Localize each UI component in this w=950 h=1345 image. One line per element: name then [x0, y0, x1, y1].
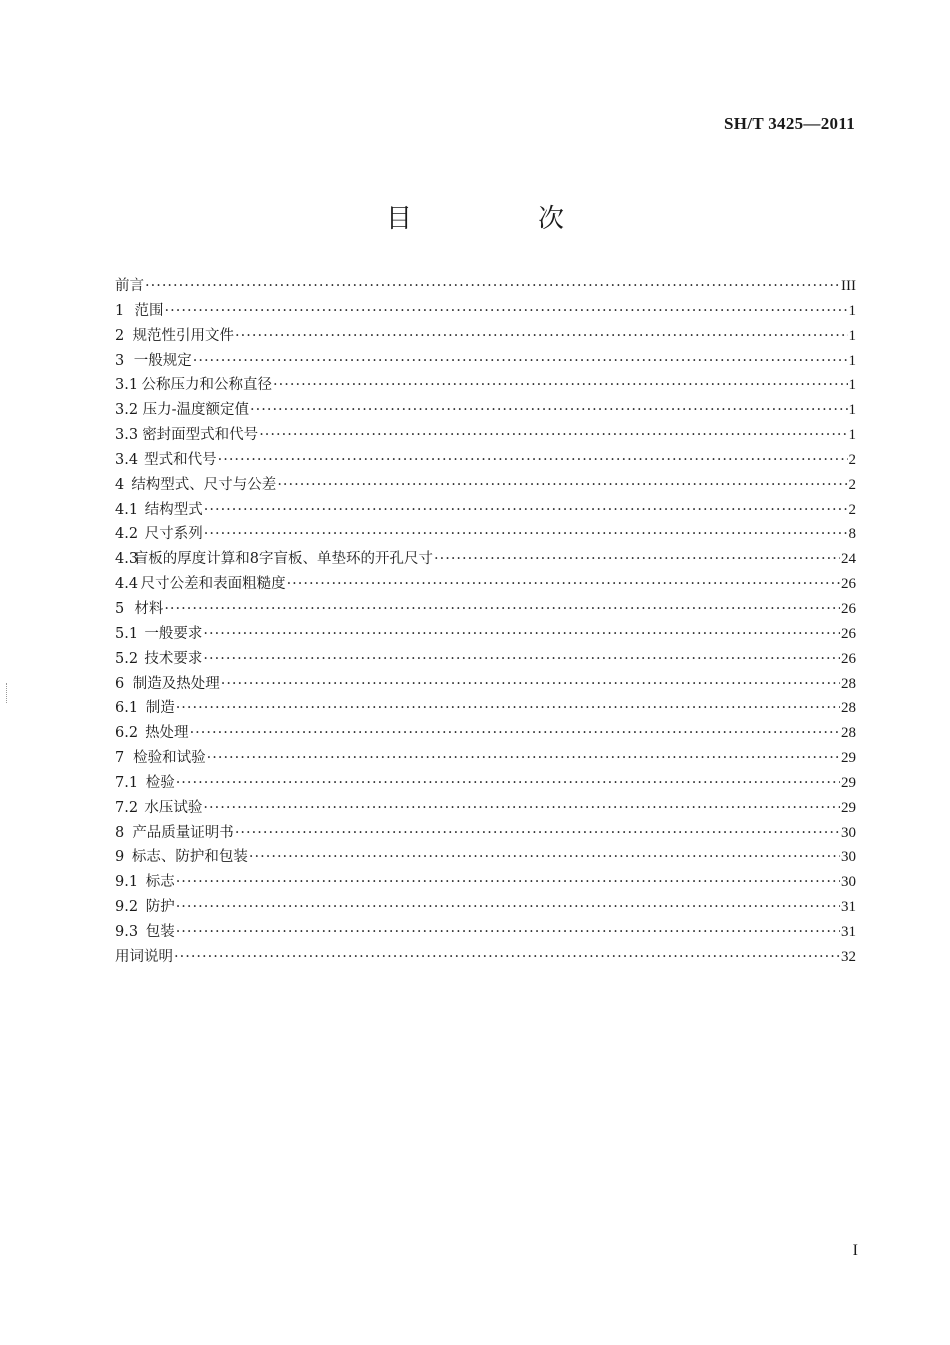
- toc-entry[interactable]: [115, 746, 856, 771]
- toc-entry[interactable]: [115, 920, 856, 945]
- toc-dot-leader: [250, 398, 847, 423]
- toc-entry[interactable]: [115, 870, 856, 895]
- toc-entry[interactable]: [115, 547, 856, 572]
- toc-entry-label: 制造: [145, 700, 175, 717]
- toc-dot-leader: [193, 349, 848, 374]
- toc-entry-page: 31: [841, 899, 856, 916]
- toc-entry-number: 1: [115, 302, 125, 319]
- toc-title: 目 次: [385, 204, 614, 234]
- toc-entry-number: 7.1: [115, 774, 139, 791]
- toc-entry-number: 3.3: [115, 427, 139, 444]
- toc-entry[interactable]: [115, 696, 856, 721]
- toc-entry-page: 28: [841, 675, 856, 692]
- toc-entry-label: 结构型式: [144, 501, 203, 518]
- toc-entry[interactable]: [115, 423, 856, 448]
- toc-entry-label: 盲板的厚度计算和8字盲板、单垫环的开孔尺寸: [133, 551, 433, 568]
- toc-entry-label: 检验: [145, 774, 175, 791]
- toc-entry-page: III: [841, 278, 856, 294]
- toc-entry-number: 6: [115, 675, 125, 692]
- toc-entry-page: 31: [841, 923, 856, 940]
- toc-dot-leader: [259, 423, 847, 448]
- toc-entry-number: 9.2: [115, 899, 139, 916]
- toc-dot-leader: [204, 498, 848, 523]
- toc-entry-label: 水压试验: [144, 799, 203, 816]
- toc-entry-page: 2: [848, 451, 856, 468]
- toc-entry-label: 密封面型式和代号: [142, 427, 259, 444]
- toc-entry-page: 28: [841, 725, 856, 742]
- toc-entry[interactable]: [115, 398, 856, 423]
- toc-entry-label: 规范性引用文件: [132, 327, 235, 344]
- toc-dot-leader: [203, 796, 840, 821]
- toc-dot-leader: [176, 870, 840, 895]
- toc-entry-page: 2: [848, 501, 856, 518]
- toc-entry[interactable]: [115, 572, 856, 597]
- toc-dot-leader: [235, 821, 840, 846]
- toc-dot-leader: [249, 845, 840, 870]
- toc-entry-page: 26: [841, 650, 856, 667]
- toc-entry[interactable]: [115, 597, 856, 622]
- toc-entry-number: 5.1: [115, 625, 139, 642]
- toc-entry-label: 标志、防护和包装: [131, 849, 248, 866]
- toc-dot-leader: [164, 597, 840, 622]
- toc-entry-label: 材料: [134, 600, 164, 617]
- toc-entry-number: 9.3: [115, 923, 139, 940]
- toc-dot-leader: [174, 945, 840, 970]
- toc-entry-label: 技术要求: [144, 650, 203, 667]
- toc-entry[interactable]: [115, 373, 856, 398]
- toc-entry-label: 产品质量证明书: [132, 824, 234, 841]
- toc-entry[interactable]: [115, 498, 856, 523]
- toc-entry[interactable]: [115, 796, 856, 821]
- toc-dot-leader: [218, 448, 848, 473]
- toc-entry-number: 5.2: [115, 650, 139, 667]
- toc-dot-leader: [221, 672, 840, 697]
- toc-entry-page: 1: [848, 377, 856, 394]
- toc-dot-leader: [235, 324, 847, 349]
- toc-dot-leader: [207, 746, 840, 771]
- toc-entry-label: 包装: [145, 923, 175, 940]
- toc-entry-page: 1: [848, 302, 856, 319]
- toc-dot-leader: [287, 572, 840, 597]
- toc-entry-number: 9.1: [115, 874, 139, 891]
- toc-entry-label: 结构型式、尺寸与公差: [131, 476, 277, 493]
- toc-entry-page: 26: [841, 625, 856, 642]
- toc-entry-label: 防护: [145, 899, 175, 916]
- toc-entry-label: 前言: [115, 278, 144, 294]
- toc-entry-number: 4: [115, 476, 125, 493]
- toc-entry-number: 7.2: [115, 799, 139, 816]
- toc-entry-page: 1: [848, 327, 856, 344]
- toc-entry-page: 28: [841, 700, 856, 717]
- toc-entry[interactable]: [115, 622, 856, 647]
- toc-entry-page: 1: [848, 352, 856, 369]
- toc-entry-page: 29: [841, 774, 856, 791]
- toc-entry-number: 2: [115, 327, 125, 344]
- toc-entry-label: 型式和代号: [144, 451, 217, 468]
- toc-entry[interactable]: [115, 647, 856, 672]
- toc-entry-label: 制造及热处理: [132, 675, 220, 692]
- toc-entry-number: 4.2: [115, 526, 139, 543]
- toc-entry-number: 4.1: [115, 501, 139, 518]
- toc-entry-page: 26: [841, 576, 856, 593]
- toc-entry[interactable]: [115, 672, 856, 697]
- toc-entry-label: 公称压力和公称直径: [141, 377, 273, 394]
- toc-dot-leader: [190, 721, 840, 746]
- toc-dot-leader: [176, 771, 840, 796]
- toc-entry-page: 26: [841, 600, 856, 617]
- scan-edge-mark: [6, 683, 9, 703]
- toc-entry-number: 6.1: [115, 700, 139, 717]
- toc-entry-page: 24: [841, 551, 856, 568]
- toc-entry-label: 尺寸公差和表面粗糙度: [140, 576, 286, 593]
- toc-entry-label: 尺寸系列: [144, 526, 203, 543]
- toc-dot-leader: [176, 895, 840, 920]
- toc-entry-label: 范围: [134, 302, 164, 319]
- toc-entry-number: 8: [115, 824, 125, 841]
- toc-entry-label: 检验和试验: [133, 750, 206, 767]
- document-code: SH/T 3425—2011: [724, 114, 855, 133]
- toc-entry[interactable]: [115, 448, 856, 473]
- toc-entry[interactable]: [115, 349, 856, 374]
- toc-entry-number: 3.4: [115, 451, 139, 468]
- table-of-contents: [115, 274, 856, 970]
- toc-dot-leader: [204, 522, 848, 547]
- toc-entry-label: 热处理: [145, 725, 189, 742]
- toc-dot-leader: [203, 622, 840, 647]
- toc-entry[interactable]: [115, 895, 856, 920]
- toc-entry-page: 30: [841, 849, 856, 866]
- toc-entry[interactable]: [115, 845, 856, 870]
- toc-entry-label: 标志: [145, 874, 175, 891]
- toc-dot-leader: [277, 473, 847, 498]
- toc-entry-page: 1: [848, 427, 856, 444]
- toc-entry[interactable]: [115, 274, 856, 299]
- toc-entry-page: 29: [841, 799, 856, 816]
- toc-dot-leader: [176, 696, 840, 721]
- toc-entry-page: 8: [848, 526, 856, 543]
- toc-dot-leader: [203, 647, 840, 672]
- toc-entry[interactable]: [115, 522, 856, 547]
- toc-dot-leader: [145, 274, 840, 299]
- toc-entry-number: 9: [115, 849, 125, 866]
- toc-entry-number: 3: [115, 352, 125, 369]
- toc-entry-page: 1: [848, 402, 856, 419]
- toc-entry-page: 2: [848, 476, 856, 493]
- toc-dot-leader: [434, 547, 840, 572]
- toc-entry[interactable]: [115, 721, 856, 746]
- toc-entry[interactable]: [115, 299, 856, 324]
- toc-entry-page: 29: [841, 750, 856, 767]
- toc-entry-label: 用词说明: [115, 948, 173, 965]
- toc-entry[interactable]: [115, 821, 856, 846]
- toc-dot-leader: [273, 373, 847, 398]
- toc-entry-label: 一般规定: [133, 352, 192, 369]
- toc-entry[interactable]: [115, 473, 856, 498]
- toc-dot-leader: [176, 920, 840, 945]
- toc-entry-number: 3.1: [115, 377, 139, 394]
- toc-entry-number: 6.2: [115, 725, 139, 742]
- toc-entry[interactable]: [115, 324, 856, 349]
- toc-entry-page: 32: [841, 948, 856, 965]
- toc-entry-number: 5: [115, 600, 125, 617]
- toc-entry[interactable]: [115, 945, 856, 970]
- page-number: I: [852, 1242, 858, 1259]
- toc-entry-number: 4.3: [115, 551, 139, 568]
- toc-entry-page: 30: [841, 824, 856, 841]
- toc-entry-label: 一般要求: [144, 625, 203, 642]
- toc-entry-number: 7: [115, 750, 125, 767]
- toc-entry[interactable]: [115, 771, 856, 796]
- toc-entry-label: 压力-温度额定值: [142, 402, 250, 419]
- toc-entry-number: 3.2: [115, 402, 139, 419]
- toc-dot-leader: [165, 299, 848, 324]
- toc-entry-number: 4.4: [115, 576, 139, 593]
- toc-entry-page: 30: [841, 874, 856, 891]
